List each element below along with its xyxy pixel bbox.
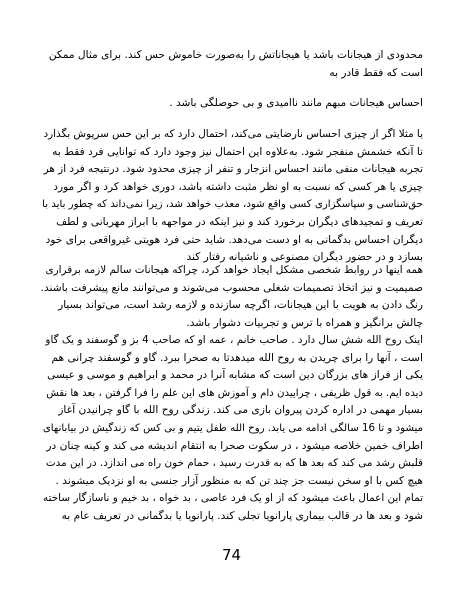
- paragraph-1: [40, 47, 423, 82]
- text-line: چیزی یا هر کسی که نسبت به او نظر مثبت داشته باشد، دوری خواهد کرد و اگر مورد: [53, 180, 423, 193]
- text-line: هیچ کس با او سخن نیست جز چند تن که به منظور آزار جنسی به او نزدیک میشوند .: [55, 474, 423, 487]
- text-line: بسازد و در حضور دیگران مصنوعی و ناشیانه رفتار کند: [186, 251, 423, 264]
- text-line: حق‌شناسی و سپاسگزاری کسی واقع شود، معذب خواهد شد، زیرا نمی‌داند که چطور باید با: [42, 199, 423, 211]
- page-number: 74: [221, 546, 242, 564]
- text-line: یکی از فراز های بزرگان دین است که مشابه آنرا در محمد و ابراهیم و موسی و عیسی: [47, 369, 423, 382]
- text-line: دیگران احساس بدگمانی به او دست می‌دهد. شاید حتی فرد هویتی غیرواقعی برای خود: [45, 233, 423, 246]
- text-line: است که فقط قادر به: [329, 66, 423, 79]
- text-line: همه اینها در روابط شخصی مشکل ایجاد خواهد کرد، چراکه هیجانات سالم لازمه برقراری: [45, 264, 423, 276]
- text-line: صمیمیت و نیز اتخاذ تصمیمات شغلی محسوب می‌شوند و می‌توانند مانع پیشرفت باشند.: [40, 281, 423, 294]
- text-line: تعریف و تمجیدهای دیگران برخورد کند و نیز اینکه در مواجهه با ابراز مهربانی و لطف: [56, 215, 423, 228]
- text-line: تمام این اعمال باعث میشود که از او یک فرد عاصی ، بد خواه ، بد خیم و ناسازگار ساخته: [43, 492, 423, 505]
- text-line: است ، آنها را برای چریدن به روح الله میدهدتا به صحرا ببرد. گاو و گوسفند چرانی هم: [51, 351, 423, 364]
- text-line: احساس هیجانات مبهم مانند ناامیدی و بی حوصلگی باشد .: [169, 97, 423, 109]
- text-line: تا آنکه خشمش منفجر شود. به‌علاوه این احتمال نیز وجود دارد که توانایی فرد فقط به: [52, 145, 423, 158]
- text-line: چالش برانگیز و همراه با ترس و تجربیات دشوار باشد.: [186, 316, 423, 329]
- text-line: یا مثلا اگر از چیزی احساس نارضایتی می‌کند، احتمال دارد که بر این حس سرپوش بگذارد: [43, 128, 423, 140]
- text-line: قلبش رشد می کند که بعد ها که به قدرت رسید ، حمام خون راه می اندازد. در این مدت: [45, 457, 423, 470]
- text-line: اطراف خمین خلاصه میشود ، در سکوت صحرا به انتقام اندیشه می کند و کینه چنان در: [46, 439, 423, 452]
- text-line: تجربه هیجانات منفی مانند احساس انزجار و تنفر از چیزی محدود شود. درنتیجه فرد از هر: [43, 163, 423, 176]
- text-line: بسیار مهمی در اداره کردن پیروان بازی می کند. زندگی روح الله با گاو چرانیدن آغاز: [58, 404, 423, 417]
- text-line: شود و بعد ها در قالب بیماری پارانویا تجلی کند. پارانویا یا بدگمانی در تعریف عام به: [61, 509, 423, 522]
- text-line: محدودی از هیجانات باشد یا هیجاناتش را به‌صورت خاموش حس کند. برای مثال ممکن: [48, 49, 423, 61]
- text-line: دیده ایم. به قول ظریفی ، چراییدن دام و آموزش های این علم را فرا گرفتن ، بعد ها نقش: [46, 387, 423, 399]
- paragraph-3: [40, 126, 423, 267]
- paragraph-5: [40, 332, 423, 526]
- text-line: رنگ دادن به هویت با این هیجانات، اگرچه سازنده و لازمه رشد است، می‌تواند بسیار: [58, 299, 423, 312]
- paragraph-2: [40, 95, 423, 113]
- paragraph-4: [40, 262, 423, 332]
- text-line: اینک روح الله شش سال دارد . صاحب خانم ، عمه او که صاحب 4 بز و گوسفند و یک گاو: [45, 334, 423, 346]
- text-line: میشود و تا 16 سالگی ادامه می یابد. روح الله طفل یتیم و بی کس که زندگیش در بیابانهای: [42, 422, 423, 434]
